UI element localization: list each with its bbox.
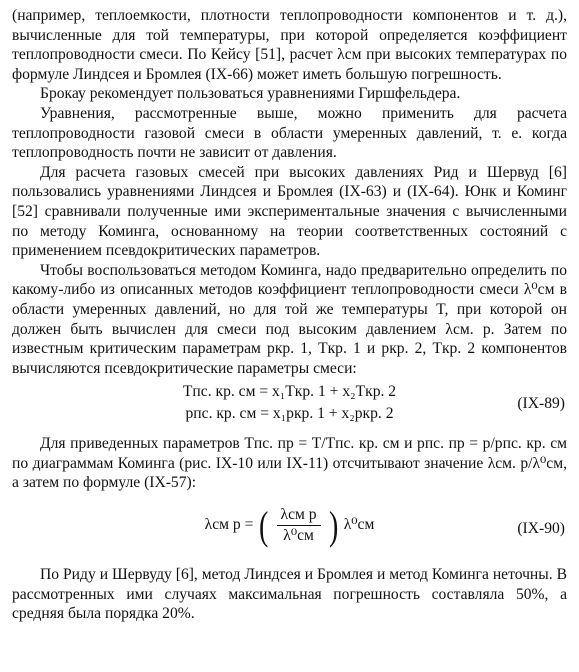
left-paren: ( <box>259 502 269 548</box>
paragraph-1: (например, теплоемкости, плотности теплопроводности компонентов и т. д.), вычисленные для той температуры, при которой определяется коэффициент теплопроводности смеси. По Кейсу [51], расчет λсм при высоких температурах по формуле Линдсея и Бромлея (IX-66) может иметь большую погрешность. <box>12 7 567 83</box>
paragraph-2: Брокау рекомендует пользоваться уравнениями Гиршфельдера. <box>40 85 461 103</box>
right-paren: ) <box>328 502 338 548</box>
paragraph-4: Для расчета газовых смесей при высоких давлениях Рид и Шервуд [6] пользовались уравнениями Линдсея и Бромлея (IX-63) и (IX-64). Юнк и Коминг [52] сравнивали полученные ими экспериментальные значения с вычисленными по методу Коминга, основанному на теории соответственных состояний с применением псевдокритических параметров. <box>12 163 567 260</box>
formula-ix-90-numerator: λсм p <box>277 505 321 526</box>
formula-ix-90-expression <box>12 502 567 548</box>
formula-ix-90-fraction <box>277 505 321 546</box>
formula-ix-89-line-2: pпс. кр. см = x₁pкр. 1 + x₂pкр. 2 <box>185 405 394 423</box>
formula-ix-90 <box>12 497 567 559</box>
formula-ix-90-denominator: λ⁰см <box>283 527 314 545</box>
equation-number-ix-90: (IX-90) <box>517 520 565 538</box>
paragraph-3: Уравнения, рассмотренные выше, можно применить для расчета теплопроводности газовой смеси в области умеренных давлений, т. е. когда теплопроводность почти не зависит от давления. <box>12 104 567 162</box>
paragraph-5: Чтобы воспользоваться методом Коминга, надо предварительно определить по какому-либо из описанных методов коэффициент теплопроводности смеси λ⁰см в области умеренных давлений, но для той же температуры T, при которой он должен быть вычислен для смеси под высоким давлением λсм. p. Затем по известным критическим параметрам pкр. 1, Tкр. 1 и pкр. 2, Tкр. 2 компонентов вычисляются псевдокритические параметры смеси: <box>12 261 567 377</box>
equation-number-ix-89: (IX-89) <box>517 395 565 413</box>
paragraph-7: По Риду и Шервуду [6], метод Линдсея и Бромлея и метод Коминга неточны. В рассмотренных ими случаях максимальная погрешность составляла 50%, а средняя была порядка 20%. <box>12 566 567 623</box>
formula-ix-90-rhs: λ⁰см <box>343 516 375 534</box>
formula-ix-90-lhs: λсм p = <box>204 516 254 534</box>
formula-ix-89-line-1: Tпс. кр. см = x₁Tкр. 1 + x₂Tкр. 2 <box>182 383 397 401</box>
formula-ix-89 <box>12 382 567 428</box>
paragraph-6: Для приведенных параметров Tпс. пр = T/Tпс. кр. см и pпс. пр = p/pпс. кр. см по диаграммам Коминга (рис. IX-10 или IX-11) отсчитывают значение λсм. p/λ⁰см, а затем по формуле (IX-57): <box>12 435 567 492</box>
